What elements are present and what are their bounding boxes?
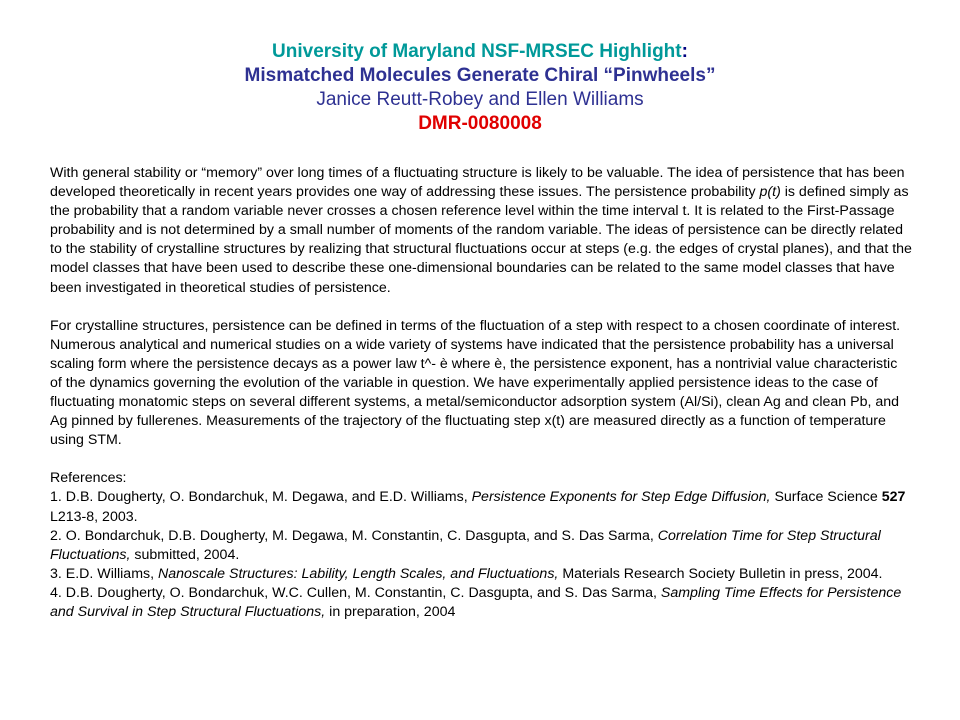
ref2-status: submitted, 2004. bbox=[130, 546, 240, 563]
ref4-status: in preparation, 2004 bbox=[325, 603, 456, 620]
paragraph-crystalline: For crystalline structures, persistence can be defined in terms of the fluctuation of a step with respect to a chosen coordinate of interest. Numerous analytical and numerical studies on a wide variety of systems have indicated that the persistence probability has a universal scaling form where the persistence decays as a power law t^- è where è, the persistence exponent, has a nontrivial value characteristic of the dynamics governing the evolution of the variable in question. We have experimentally applied persistence ideas to the case of fluctuating monatomic steps on several different systems, a metal/semiconductor adsorption system (Al/Si), clean Ag and clean Pb, and Ag pinned by fullerenes. Measurements of the trajectory of the fluctuating step x(t) are measured directly as a function of temperature using STM. bbox=[50, 317, 901, 449]
ref1-title: Persistence Exponents for Step Edge Diffusion, bbox=[471, 489, 771, 506]
header bbox=[0, 40, 960, 136]
para1-part2: is defined simply as the probability that a random variable never crosses a chosen reference level within the time interval t. It is related to the First-Passage probability and is not determined by a small number of moments of the random variable. The ideas of persistence can be directly related to the stability of crystalline structures by realizing that structural fluctuations occur at steps (e.g. the edges of crystal planes), and that the model classes that have been used to describe these one-dimensional boundaries can be related to the same model classes that have been investigated in theoretical studies of persistence. bbox=[50, 184, 912, 296]
references bbox=[50, 469, 912, 622]
highlight-subtitle: Mismatched Molecules Generate Chiral “Pinwheels” bbox=[244, 65, 716, 86]
para1-part1: With general stability or “memory” over long times of a fluctuating structure is likely to be valuable. The idea of persistence that has been developed theoretically in recent years provides one way of addressing these issues. The persistence probability bbox=[50, 165, 905, 201]
ref3-status: Materials Research Society Bulletin in press, 2004. bbox=[558, 565, 883, 582]
reference-4 bbox=[50, 584, 912, 622]
para1-pt: p(t) bbox=[759, 184, 781, 201]
ref1-authors: 1. D.B. Dougherty, O. Bondarchuk, M. Degawa, and E.D. Williams, bbox=[50, 489, 472, 506]
reference-2 bbox=[50, 527, 912, 565]
ref2-authors: 2. O. Bondarchuk, D.B. Dougherty, M. Degawa, M. Constantin, C. Dasgupta, and S. Das Sarma, bbox=[50, 527, 658, 544]
ref1-journal: Surface Science bbox=[770, 489, 882, 506]
paragraph-persistence bbox=[50, 164, 912, 298]
reference-1 bbox=[50, 488, 912, 526]
award-number: DMR-0080008 bbox=[418, 113, 542, 134]
references-heading: References: bbox=[50, 470, 127, 487]
ref2-title: Correlation Time for Step Structural Fluctuations, bbox=[50, 527, 881, 563]
ref1-volume: 527 bbox=[881, 489, 906, 506]
highlight-title bbox=[0, 40, 960, 64]
highlight-title-colon: : bbox=[681, 41, 688, 62]
body-text bbox=[50, 164, 912, 622]
ref1-pages: L213-8, 2003. bbox=[50, 508, 138, 525]
authors: Janice Reutt-Robey and Ellen Williams bbox=[316, 89, 644, 110]
ref4-title: Sampling Time Effects for Persistence and Survival in Step Structural Fluctuations, bbox=[50, 584, 902, 620]
highlight-title-text: University of Maryland NSF-MRSEC Highlight bbox=[272, 41, 682, 62]
ref3-authors: 3. E.D. Williams, bbox=[50, 565, 158, 582]
reference-3 bbox=[50, 565, 912, 584]
ref4-authors: 4. D.B. Dougherty, O. Bondarchuk, W.C. Cullen, M. Constantin, C. Dasgupta, and S. Das Sarma, bbox=[50, 584, 661, 601]
ref3-title: Nanoscale Structures: Lability, Length Scales, and Fluctuations, bbox=[158, 565, 559, 582]
